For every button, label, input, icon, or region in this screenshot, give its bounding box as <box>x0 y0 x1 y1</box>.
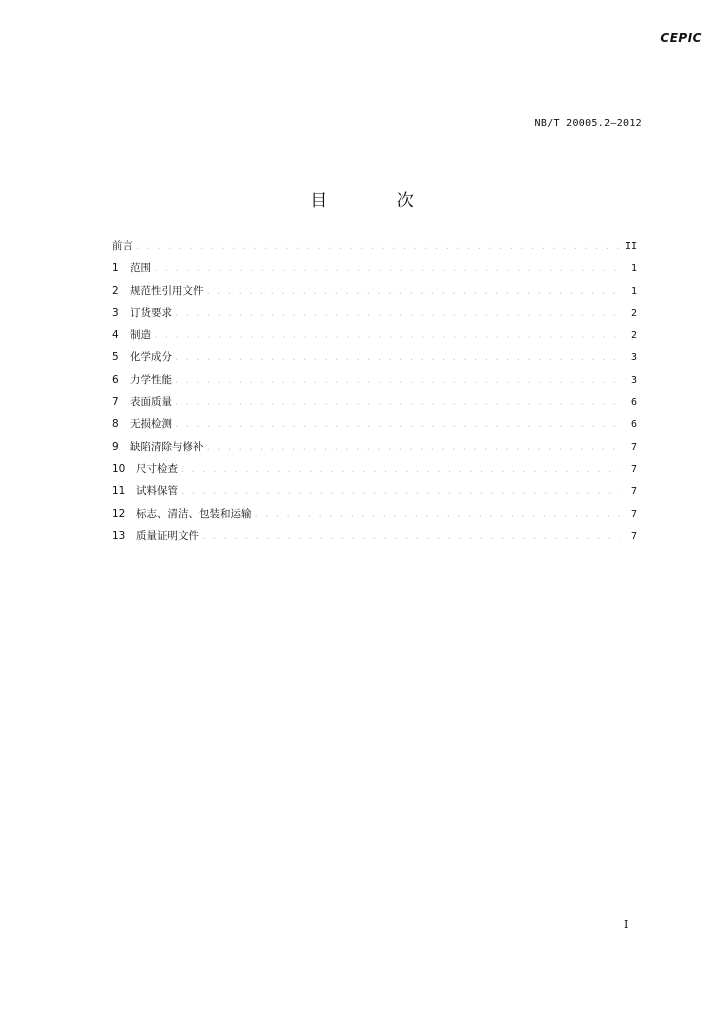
toc-entry-page: 3 <box>630 352 637 364</box>
toc-entry-1[interactable] <box>112 260 637 282</box>
toc-entry-text: 规范性引用文件 <box>130 284 204 297</box>
toc-entry-10[interactable] <box>112 461 637 483</box>
toc-entry-text: 尺寸检查 <box>136 462 178 475</box>
table-of-contents <box>112 238 637 550</box>
page-number: I <box>624 918 629 931</box>
toc-entry-text: 标志、清洁、包装和运输 <box>136 507 252 520</box>
toc-entry-page: 7 <box>630 441 637 453</box>
toc-leader-dots <box>136 240 620 252</box>
cepic-logo: CEPIC <box>660 31 702 45</box>
toc-entry-number: 10 <box>112 462 126 475</box>
standard-number: NB/T 20005.2—2012 <box>534 118 642 129</box>
toc-leader-dots <box>154 329 620 341</box>
toc-leader-dots <box>175 351 620 363</box>
toc-entry-text: 表面质量 <box>130 396 172 409</box>
toc-leader-dots <box>181 485 620 497</box>
toc-entry-text: 缺陷清除与修补 <box>130 440 204 453</box>
toc-entry-text: 力学性能 <box>130 373 172 386</box>
toc-title: 目 次 <box>310 191 446 211</box>
toc-entry-page: II <box>624 241 637 252</box>
toc-entry-text: 试料保管 <box>136 485 178 498</box>
toc-entry-page: 6 <box>630 419 637 431</box>
toc-entry-page: 2 <box>630 307 637 319</box>
toc-entry-number: 8 <box>112 418 119 431</box>
toc-entry-number: 7 <box>112 396 119 409</box>
toc-entry-text: 无损检测 <box>130 418 172 431</box>
toc-entry-page: 3 <box>630 374 637 386</box>
toc-entry-6[interactable] <box>112 372 637 394</box>
toc-entry-13[interactable] <box>112 528 637 550</box>
toc-entry-page: 1 <box>630 263 637 275</box>
toc-entry-page: 7 <box>630 486 637 498</box>
toc-entry-foreword[interactable] <box>112 238 637 260</box>
toc-entry-7[interactable] <box>112 394 637 416</box>
toc-entry-text: 订货要求 <box>130 306 172 319</box>
toc-entry-9[interactable] <box>112 439 637 461</box>
toc-entry-5[interactable] <box>112 349 637 371</box>
toc-entry-number: 9 <box>112 440 119 453</box>
toc-entry-page: 2 <box>630 330 637 342</box>
toc-entry-2[interactable] <box>112 283 637 305</box>
toc-leader-dots <box>175 307 620 319</box>
toc-entry-11[interactable] <box>112 483 637 505</box>
toc-entry-number: 2 <box>112 284 119 297</box>
toc-leader-dots <box>207 285 621 297</box>
toc-entry-number: 12 <box>112 507 126 520</box>
toc-entry-number: 11 <box>112 485 126 498</box>
toc-entry-text: 质量证明文件 <box>136 529 199 542</box>
toc-entry-12[interactable] <box>112 506 637 528</box>
toc-leader-dots <box>255 508 621 520</box>
toc-entry-3[interactable] <box>112 305 637 327</box>
toc-entry-text: 化学成分 <box>130 351 172 364</box>
toc-leader-dots <box>175 374 620 386</box>
toc-entry-page: 7 <box>630 530 637 542</box>
toc-entry-text: 范围 <box>130 262 151 275</box>
toc-entry-text: 前言 <box>112 240 133 252</box>
toc-entry-page: 6 <box>630 397 637 409</box>
toc-entry-text: 制造 <box>130 329 151 342</box>
toc-leader-dots <box>207 441 621 453</box>
toc-entry-4[interactable] <box>112 327 637 349</box>
toc-entry-number: 3 <box>112 306 119 319</box>
toc-entry-page: 1 <box>630 285 637 297</box>
toc-entry-page: 7 <box>630 508 637 520</box>
toc-entry-number: 4 <box>112 329 119 342</box>
toc-entry-number: 6 <box>112 373 119 386</box>
toc-entry-number: 5 <box>112 351 119 364</box>
toc-entry-8[interactable] <box>112 416 637 438</box>
toc-entry-page: 7 <box>630 463 637 475</box>
toc-leader-dots <box>202 530 620 542</box>
toc-leader-dots <box>175 396 620 408</box>
toc-entry-number: 1 <box>112 262 119 275</box>
toc-leader-dots <box>175 418 620 430</box>
toc-entry-number: 13 <box>112 529 126 542</box>
toc-leader-dots <box>154 262 620 274</box>
toc-leader-dots <box>181 463 620 475</box>
